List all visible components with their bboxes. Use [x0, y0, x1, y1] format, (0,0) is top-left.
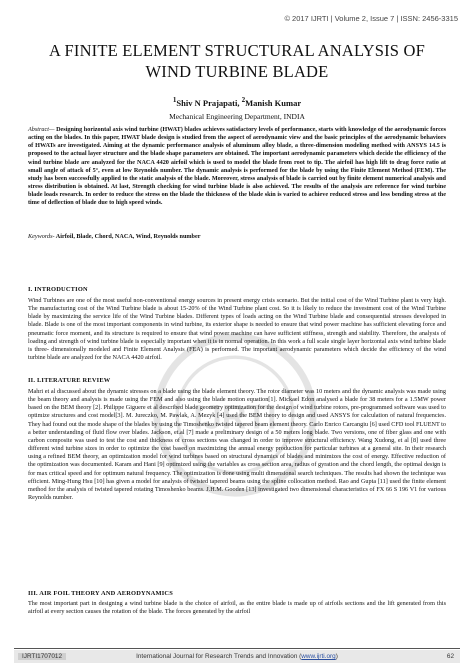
- keywords-lead: Keywords-: [28, 233, 55, 240]
- footer-journal: [14, 653, 460, 660]
- keywords-text: Airfoil, Blade, Chord, NACA, Wind, Reynolds number: [54, 233, 201, 240]
- footer-page-number: 62: [446, 653, 454, 660]
- section-text-introduction: Wind Turbines are one of the most useful non-conventional energy sources in present energy crisis scenario. But the initial cost of the Wind Turbine plant is very high. The manufacturing cost of the Wind Turbine blade is about 15-20% of the Wind Turbine plant cost. So it is likely to reduce the investment cost of the Wind Turbine blade by maximizing the service life of the Wind Turbine blades. Different types of loads acting on the Wind Turbine blade and consequential stresses developed in blade. Blade is one of the most important components in wind turbine, its exterior shape is needed to ensure that wind power machine has sufficient elevating force and pneumatic force moment, and its structure is required to ensure that wind power machine can have sufficient stiffness, strength and stability. Therefore, the analysis of loading and strength of wind turbine blade is especially important when it is in normal operation. In this work a full scale single layer horizontal axis wind turbine blade is three- dimensionally modeled and Finite Element Analysis (FEA) is performed. The important aerodynamic parameters which decide the efficiency of the wind turbine blade are analyzed for the NACA 4420 airfoil.: [28, 297, 446, 362]
- section-heading-introduction: I. INTRODUCTION: [28, 286, 88, 293]
- section-heading-literature-review: II. LITERATURE REVIEW: [28, 377, 111, 384]
- keywords: [28, 233, 446, 241]
- section-text-airfoil-theory: The most important part in designing a wind turbine blade is the choice of airfoil, as the entire blade is made up of airfoils sections and the lift generated from this airfoil at every section causes the rotation of the blade. The forces generated by the airfoil: [28, 600, 446, 616]
- footer: [14, 650, 460, 663]
- abstract-lead: Abstract—: [28, 126, 55, 133]
- footer-journal-end: ): [335, 653, 338, 660]
- section-text-literature-review: Mahri et al discussed about the dynamic stresses on a blade using the blade element theory. The rotor diameter was 10 meters and the dynamic analysis was made using the beam theory and analysis is made using the FEM and also using the blade motion equation[1]. Mickael Edon analysed a blade for 38 meters for a 1.5MW power based on the BEM theory [2]. Philippe Giguere et al described blade geometry optimization for the design of wind turbine rotors, pre-programmed software was used to optimize structures and cost model[3]. M. Jureczko, M. Pawlak, A. Mezyk [4] used the BEM theory to design and used ANSYS for calculation of natural frequencies. They had found out the mode shape of the blades by using the Timoshenko twisted tapered beam element theory. Carlo Enrico Carcangiu [6] used CFD tool FLUENT to a better understanding of fluid flow over blades. Jackson, et.al [7] made a preliminary design of a 50 meters long blade. Two versions, one of fiber glass and one with carbon composite was used to test the cost and thickness of cross sections was changed in order to improve structural efficiency. Wang Xudong, et al [8] used three different wind turbine sizes in order to optimize the cost based on maximizing the annual energy production for particular turbines at a general site. In their research using a refined BEM theory, an optimization model for wind turbines based on structural dynamics of blades and minimizes the cost of energy. Effective reduction of the optimization was documented. Karam and Hani [9] optimized using the variables as cross section area, radius of gyration and the chord length, the optimal design is for max critical speed and for optimum natural frequency. The optimization is done using multi dimensional search techniques. The results had shown the technique was efficient. Ming-Hung Hsu [10] has given a model for analysis of twisted tapered beams using the spline collocation method. Rao and Gupta [11] used the finite element method for the analysis of twisted tapered rotating Timoshenko beams. J.H.M. Gooden [13] investigated two dimensional characteristics of FX 66 S 196 V1 for various Reynolds number.: [28, 388, 446, 502]
- footer-rule: [14, 648, 460, 649]
- author-line: [0, 96, 474, 108]
- title-line-2: WIND TURBINE BLADE: [145, 62, 329, 81]
- abstract-text: Designing horizontal axis wind turbine (HWAT) blades achieves satisfactory levels of performance, starts with knowledge of the aerodynamic forces acting on the blades. In this paper, HWAT blade design is studied from the aspect of aerodynamic view and the basic principles of the aerodynamic behaviors of HWATs are investigated. Aiming at the dynamic performance analysis of aluminum alloy blade, a three-dimension modeling method with ANSYS 14.5 is proposed to the actual layer structure and the blade shape parameters are obtained. The important aerodynamic parameters which decide the efficiency of the wind turbine blade are analyzed for the NACA 4420 airfoil which is used to model the blade from root to tip. The airfoil has high lift to drag force ratio at small angle of attack of 5°, even at low Reynolds number. The dynamic analysis is performed for the blade by using the Finite Element Method (FEM). The study has been successfully applied to the static analysis of the blade. Moreover, stress analysis of blade is carried out by finite element numerical analysis and stress distribution is obtained. At last, Strength checking for wind turbine blade is also achieved. The results of the analysis are reference for wind turbine blade loads research. In order to reduce the stress on the blade the thickness of the blade skin is varied to achieve reduced stress and less bending stress at the time of deflection of blade due to high speed winds.: [28, 126, 446, 207]
- abstract: [28, 126, 446, 208]
- footer-paper-id: IJRTI1707012: [18, 653, 66, 660]
- section-heading-airfoil-theory: III. AIR FOIL THEORY AND AERODYNAMICS: [28, 590, 173, 597]
- author-2-superscript: 2: [241, 96, 246, 104]
- title-line-1: A FINITE ELEMENT STRUCTURAL ANALYSIS OF: [48, 41, 426, 60]
- author-1-superscript: 1: [172, 96, 177, 104]
- paper-title: [20, 40, 454, 82]
- author-2-name: Manish Kumar: [245, 97, 302, 108]
- author-1-name: Shiv N Prajapati,: [176, 97, 242, 108]
- affiliation: Mechanical Engineering Department, INDIA: [169, 112, 305, 121]
- watermark-text: IJRTI: [193, 398, 277, 437]
- journal-header: © 2017 IJRTI | Volume 2, Issue 7 | ISSN: 2456-3315: [284, 14, 458, 23]
- footer-journal-name: International Journal for Research Trends and Innovation (: [136, 653, 302, 660]
- footer-journal-link[interactable]: www.ijrti.org: [301, 653, 336, 660]
